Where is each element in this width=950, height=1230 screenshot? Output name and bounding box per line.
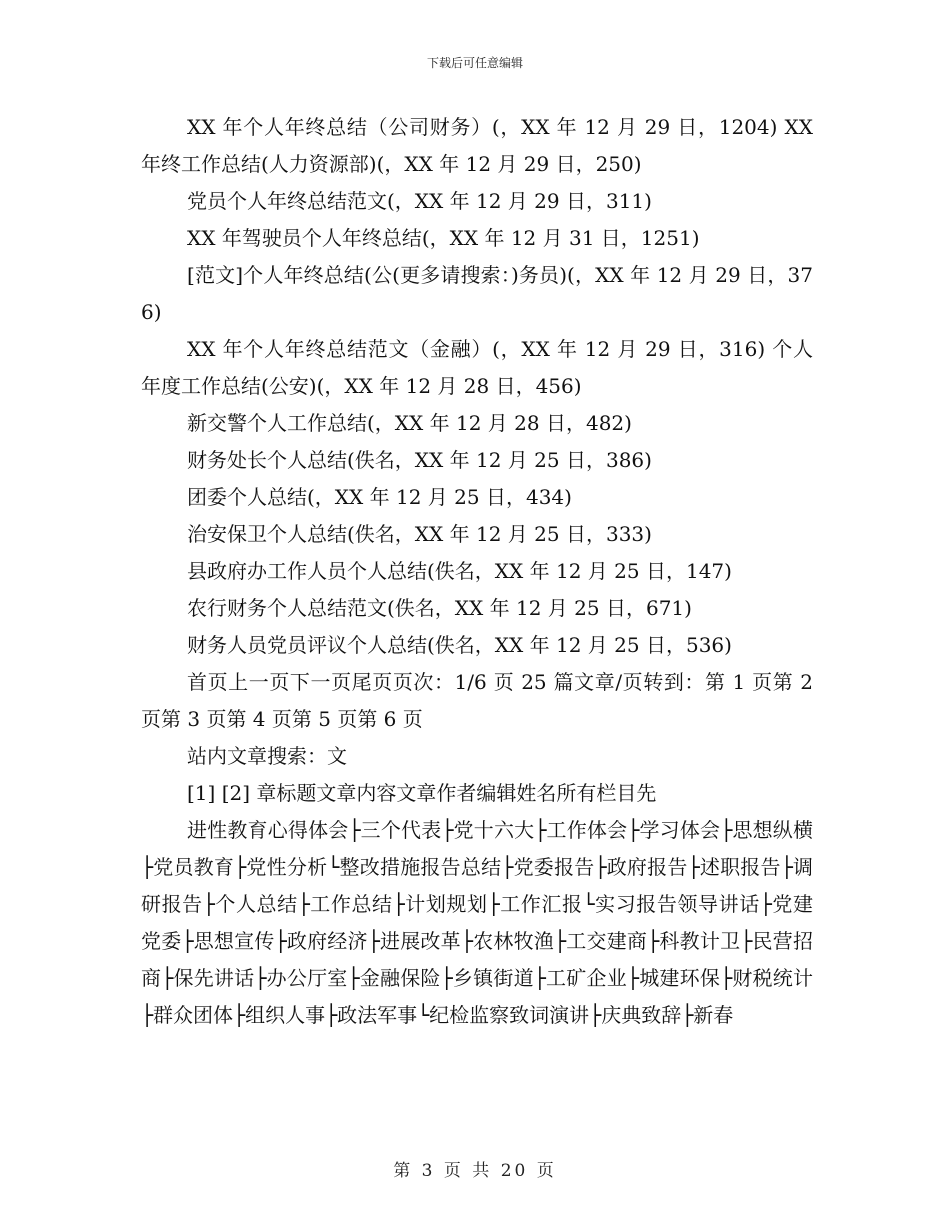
paragraph: 新交警个人工作总结(，XX 年 12 月 28 日，482) [187, 411, 632, 435]
page-header: 下载后可任意编辑 [426, 56, 523, 70]
pagination-text: 首页上一页下一页尾页页次：1/6 页 25 篇文章/页转到：第 1 页第 2 页第 3 页第 4 页第 5 页第 6 页 [141, 670, 813, 731]
paragraph: [范文]个人年终总结(公(更多请搜索：)务员)(，XX 年 12 月 29 日，376) [141, 263, 813, 324]
document-body [141, 109, 813, 1034]
paragraph: 农行财务个人总结范文(佚名，XX 年 12 月 25 日，671) [187, 596, 692, 620]
paragraph: 财务人员党员评议个人总结(佚名，XX 年 12 月 25 日，536) [187, 633, 732, 657]
search-options-text: [1] [2] 章标题文章内容文章作者编辑姓名所有栏目先 [187, 781, 657, 805]
paragraph: XX 年个人年终总结范文（金融）(，XX 年 12 月 29 日，316) 个人年度工作总结(公安)(，XX 年 12 月 28 日，456) [141, 337, 813, 398]
paragraph: XX 年驾驶员个人年终总结(，XX 年 12 月 31 日，1251) [187, 226, 700, 250]
paragraph: 治安保卫个人总结(佚名，XX 年 12 月 25 日，333) [187, 522, 652, 546]
paragraph: XX 年个人年终总结（公司财务）(，XX 年 12 月 29 日，1204) XX 年终工作总结(人力资源部)(，XX 年 12 月 29 日，250) [141, 115, 813, 176]
paragraph: 县政府办工作人员个人总结(佚名，XX 年 12 月 25 日，147) [187, 559, 732, 583]
paragraph: 团委个人总结(，XX 年 12 月 25 日，434) [187, 485, 572, 509]
category-list-text: 进性教育心得体会├三个代表├党十六大├工作体会├学习体会├思想纵横├党员教育├党性分析└整改措施报告总结├党委报告├政府报告├述职报告├调研报告├个人总结├工作总结├计划规划├工作汇报└实习报告领导讲话├党建党委├思想宣传├政府经济├进展改革├农林牧渔├工交建商├科教计卫├民营招商├保先讲话├办公厅室├金融保险├乡镇街道├工矿企业├城建环保├财税统计├群众团体├组织人事├政法军事└纪检监察致词演讲├庆典致辞├新春 [141, 818, 813, 1027]
page-footer: 第 3 页 共 20 页 [393, 1161, 557, 1181]
site-search-text: 站内文章搜索：文 [187, 744, 347, 768]
paragraph: 党员个人年终总结范文(，XX 年 12 月 29 日，311) [187, 189, 652, 213]
paragraph: 财务处长个人总结(佚名，XX 年 12 月 25 日，386) [187, 448, 652, 472]
